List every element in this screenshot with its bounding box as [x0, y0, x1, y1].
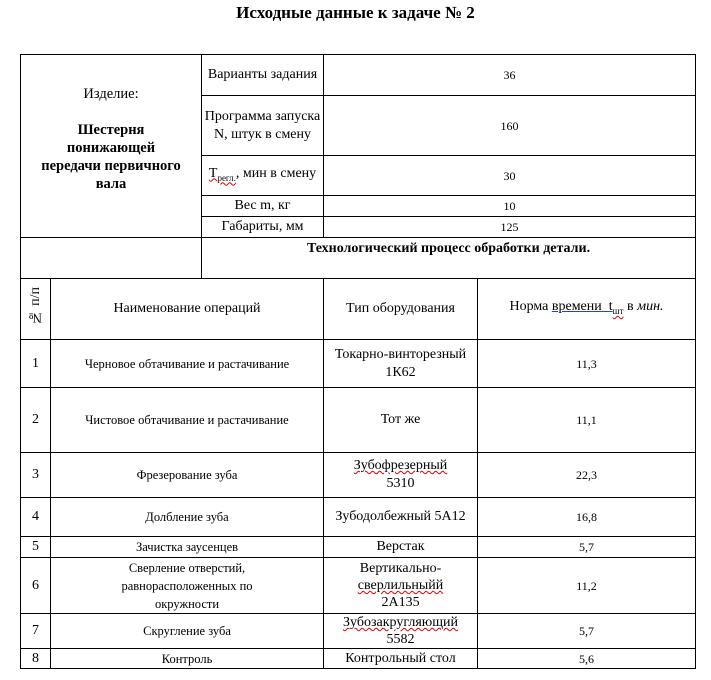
row-operation: Сверление отверстий, равнорасположенных по окружности [51, 558, 324, 614]
param-label: Программа запуска N, штук в смену [202, 96, 324, 156]
param-value: 36 [324, 55, 696, 96]
t-subscript: регл. [217, 172, 236, 183]
equipment-line: Зубозакругляющий [343, 615, 459, 630]
param-value: 125 [324, 217, 696, 238]
row-time: 5,7 [478, 614, 696, 649]
row-operation: Фрезерование зуба [51, 453, 324, 498]
task-table [20, 54, 696, 669]
row-equipment: Зубодолбежный 5А12 [324, 498, 478, 537]
row-time: 22,3 [478, 453, 696, 498]
header-num [21, 279, 51, 340]
param-label: Вес m, кг [202, 196, 324, 217]
row-num: 6 [21, 558, 51, 614]
header-norm [478, 279, 696, 340]
row-time: 16,8 [478, 498, 696, 537]
row-num: 8 [21, 649, 51, 669]
norm-in: в [623, 299, 638, 315]
row-equipment: Контрольный стол [324, 649, 478, 669]
table-row [21, 537, 696, 558]
equipment-line: Вертикально- [359, 561, 442, 576]
row-equipment: Тот же [324, 388, 478, 453]
table-row [21, 614, 696, 649]
row-equipment [324, 558, 478, 614]
param-value: 10 [324, 196, 696, 217]
row-operation: Долбление зуба [51, 498, 324, 537]
row-equipment [324, 453, 478, 498]
param-label: Габариты, мм [202, 217, 324, 238]
header-equipment: Тип оборудования [324, 279, 478, 340]
row-time: 5,6 [478, 649, 696, 669]
row-operation: Зачистка заусенцев [51, 537, 324, 558]
row-num: 7 [21, 614, 51, 649]
table-row [21, 649, 696, 669]
equipment-line: Зубофрезерный [353, 458, 448, 473]
row-time: 11,2 [478, 558, 696, 614]
page-title: Исходные данные к задаче № 2 [236, 3, 475, 22]
row-num: 1 [21, 340, 51, 388]
row-operation: Чистовое обтачивание и растачивание [51, 388, 324, 453]
table-row [21, 340, 696, 388]
t-symbol: T [208, 165, 218, 181]
equipment-line: 5582 [386, 632, 415, 647]
param-value: 30 [324, 156, 696, 196]
header-operation: Наименование операций [51, 279, 324, 340]
row-time: 5,7 [478, 537, 696, 558]
row-num: 3 [21, 453, 51, 498]
norm-sub: шт [612, 305, 624, 316]
norm-time [552, 299, 613, 314]
table-row [21, 558, 696, 614]
table-row [21, 498, 696, 537]
param-label [202, 156, 324, 196]
param-value: 160 [324, 96, 696, 156]
row-time: 11,3 [478, 340, 696, 388]
t-label-rest: , мин в смену [235, 165, 317, 181]
norm-time-text: времени [551, 299, 602, 315]
row-num: 2 [21, 388, 51, 453]
param-label: Варианты задания [202, 55, 324, 96]
row-num: 4 [21, 498, 51, 537]
row-operation: Контроль [51, 649, 324, 669]
row-equipment [324, 614, 478, 649]
product-name: Шестерня понижающей передачи первичного вала [41, 122, 181, 192]
row-equipment: Верстак [324, 537, 478, 558]
norm-t: t [608, 299, 613, 315]
header-num-text: № п/п [27, 287, 43, 325]
row-time: 11,1 [478, 388, 696, 453]
table-row [21, 453, 696, 498]
row-operation: Скругление зуба [51, 614, 324, 649]
row-num: 5 [21, 537, 51, 558]
product-cell [21, 55, 202, 238]
norm-unit: мин. [637, 299, 664, 315]
row-equipment: Токарно-винторезный 1К62 [324, 340, 478, 388]
equipment-line: 5310 [386, 476, 415, 491]
empty-cell [21, 238, 202, 279]
table-row [21, 388, 696, 453]
row-operation: Черновое обтачивание и растачивание [51, 340, 324, 388]
equipment-line: сверлильныйй [357, 578, 444, 593]
norm-text: Норма [509, 299, 549, 315]
process-heading: Технологический процесс обработки детали. [202, 238, 696, 279]
product-label: Изделие: [83, 86, 139, 102]
equipment-line: 2А135 [381, 595, 420, 610]
